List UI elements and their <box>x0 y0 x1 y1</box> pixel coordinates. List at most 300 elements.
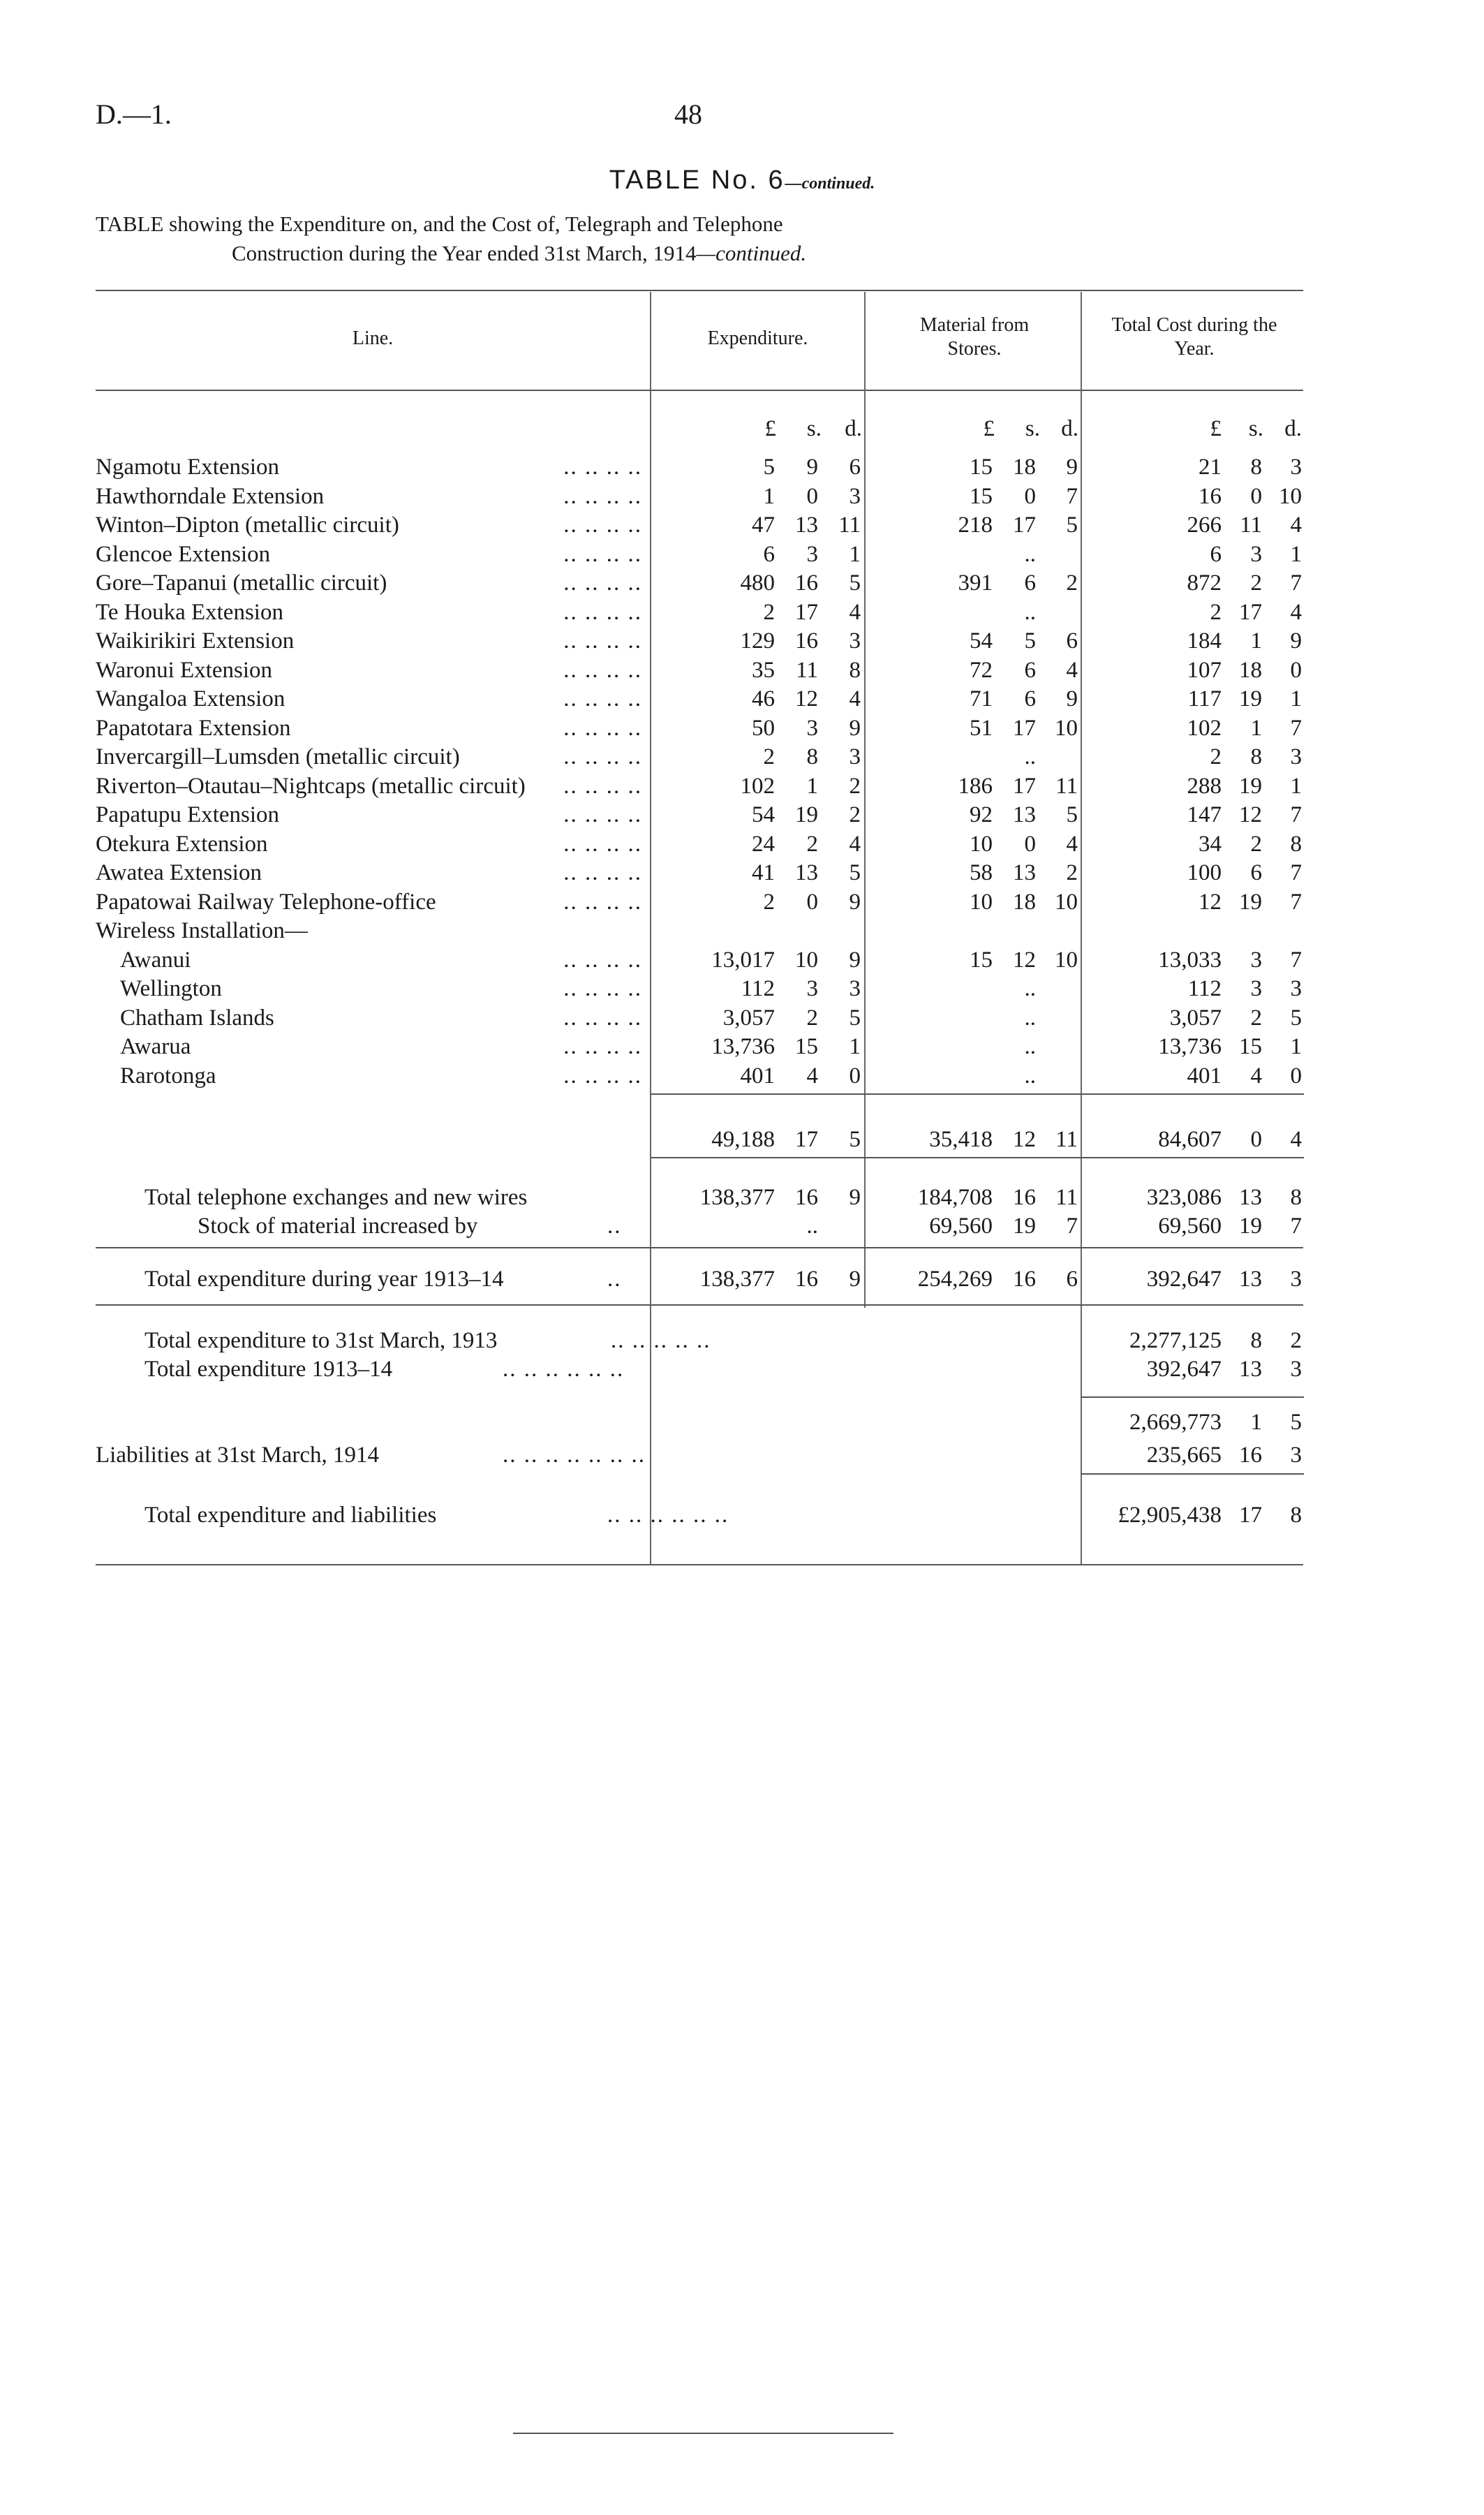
line-name: Wireless Installation— <box>96 918 308 943</box>
mat-pounds: 10 <box>970 889 993 915</box>
line-name: Papatowai Railway Telephone-office <box>96 889 436 915</box>
mat-shillings: 6 <box>1024 686 1036 711</box>
summary-rule <box>651 1157 1304 1158</box>
year-total-bottom-rule <box>96 1304 1303 1306</box>
line-name: Ngamotu Extension <box>96 455 280 480</box>
tot-pence: 0 <box>1290 1063 1302 1089</box>
mat-shillings: 0 <box>1024 483 1036 509</box>
exp-pence: 9 <box>849 889 861 915</box>
exp-pounds: 480 <box>740 570 775 596</box>
exp-pence: 2 <box>849 773 861 799</box>
mat-pence: 6 <box>1066 1267 1078 1292</box>
exp-shillings: 16 <box>795 1267 818 1292</box>
exp-pounds: 112 <box>741 976 775 1001</box>
tot-pounds: 6 <box>1210 541 1222 567</box>
tot-shillings: 3 <box>1250 976 1262 1001</box>
mat-shillings: 6 <box>1024 570 1036 596</box>
mat-pounds: 15 <box>970 455 993 480</box>
line-name: Awanui <box>120 947 191 973</box>
mat-pounds: 58 <box>970 860 993 885</box>
mat-pence: 7 <box>1066 1214 1078 1239</box>
tot-shillings: 2 <box>1250 831 1262 857</box>
dot-leader: .. .. .. .. <box>563 773 642 799</box>
exp-pence: 3 <box>849 483 861 509</box>
dot-leader: .. .. .. .. <box>563 715 642 741</box>
exp-pence: 5 <box>849 1005 861 1031</box>
mat-shillings: 17 <box>1013 715 1036 741</box>
tot-pence: 4 <box>1290 512 1302 538</box>
mat-shillings: 13 <box>1013 802 1036 827</box>
exp-pounds: 50 <box>752 715 775 741</box>
unit-pound: £ <box>1210 416 1222 441</box>
line-name: Gore–Tapanui (metallic circuit) <box>96 570 387 596</box>
tot-pounds: 235,665 <box>1146 1443 1222 1468</box>
exp-pounds: 47 <box>752 512 775 538</box>
line-name: Rarotonga <box>120 1063 216 1089</box>
exp-shillings: 16 <box>795 628 818 654</box>
exp-pence: 9 <box>849 715 861 741</box>
tot-pence: 3 <box>1290 1267 1302 1292</box>
tot-pounds: 2,277,125 <box>1129 1328 1222 1353</box>
tot-pounds: 184 <box>1187 628 1222 654</box>
dot-leader: .. .. .. .. <box>563 512 642 538</box>
mat-shillings: 16 <box>1013 1185 1036 1210</box>
exp-pence: 3 <box>849 744 861 769</box>
exp-pence: 1 <box>849 541 861 567</box>
exp-shillings: 15 <box>795 1034 818 1059</box>
tot-pence: 7 <box>1290 947 1302 973</box>
table-header-rule <box>96 390 1303 391</box>
tot-pounds: 34 <box>1199 831 1222 857</box>
mat-shillings: 17 <box>1013 512 1036 538</box>
line-name: Wellington <box>120 976 222 1001</box>
exp-shillings: 3 <box>806 541 818 567</box>
column-header-expenditure: Expenditure. <box>707 327 808 349</box>
line-name: Glencoe Extension <box>96 541 271 567</box>
mat-pounds: 184,708 <box>917 1185 993 1210</box>
exp-shillings: 11 <box>796 657 818 683</box>
exp-pence: 2 <box>849 802 861 827</box>
line-name: Papatotara Extension <box>96 715 291 741</box>
mat-pounds: 35,418 <box>929 1127 993 1152</box>
tot-pounds: 13,033 <box>1158 947 1222 973</box>
dot-leader: .. .. .. .. .. .. <box>503 1357 625 1382</box>
line-name: Otekura Extension <box>96 831 268 857</box>
mat-pence: 4 <box>1066 657 1078 683</box>
mat-pounds: .. <box>1024 541 1036 567</box>
exp-pounds: 129 <box>740 628 775 654</box>
mat-shillings: 5 <box>1024 628 1036 654</box>
dot-leader: .. .. .. .. <box>563 860 642 885</box>
table-title-main: TABLE No. 6 <box>609 165 785 195</box>
tot-pounds: 3,057 <box>1169 1005 1222 1031</box>
exp-pounds: 1 <box>763 483 775 509</box>
tot-shillings: 16 <box>1239 1443 1262 1468</box>
exp-pounds: 41 <box>752 860 775 885</box>
exp-pounds: 5 <box>763 455 775 480</box>
tot-pence: 3 <box>1290 455 1302 480</box>
tot-pounds: 266 <box>1187 512 1222 538</box>
unit-shilling: s. <box>1248 416 1263 441</box>
tot-pounds: 112 <box>1187 976 1222 1001</box>
column-header-material: Material from Stores. <box>919 314 1030 360</box>
mat-pence: 6 <box>1066 628 1078 654</box>
unit-shilling: s. <box>1025 416 1040 441</box>
tot-pounds: 117 <box>1187 686 1222 711</box>
grand-total-rule <box>1081 1473 1304 1475</box>
tot-pounds: 2,669,773 <box>1129 1410 1222 1435</box>
tot-shillings: 17 <box>1239 599 1262 625</box>
tot-pence: 5 <box>1290 1410 1302 1435</box>
mat-shillings: 17 <box>1013 773 1036 799</box>
dot-leader: .. .. .. .. <box>563 599 642 625</box>
page-reference: D.—1. <box>96 98 172 130</box>
exp-pounds: 24 <box>752 831 775 857</box>
tot-shillings: 13 <box>1239 1185 1262 1210</box>
line-name: Te Houka Extension <box>96 599 283 625</box>
mat-pence: 7 <box>1066 483 1078 509</box>
mat-pence: 11 <box>1055 773 1078 799</box>
tot-pounds: 288 <box>1187 773 1222 799</box>
summary-label: Stock of material increased by <box>198 1214 478 1239</box>
exp-shillings: 12 <box>795 686 818 711</box>
tot-shillings: 8 <box>1250 744 1262 769</box>
line-name: Awarua <box>120 1034 191 1059</box>
exp-pounds: 2 <box>763 744 775 769</box>
year-total-label: Total expenditure during year 1913–14 <box>144 1267 504 1292</box>
tot-pence: 3 <box>1290 1443 1302 1468</box>
mat-pence: 9 <box>1066 455 1078 480</box>
tot-pence: 1 <box>1290 773 1302 799</box>
exp-shillings: 0 <box>806 889 818 915</box>
table-top-rule <box>96 290 1303 291</box>
caption-line-2-text: Construction during the Year ended 31st March, 1914 <box>232 241 697 265</box>
line-name: Hawthorndale Extension <box>96 483 325 509</box>
exp-shillings: 13 <box>795 512 818 538</box>
tot-shillings: 1 <box>1250 628 1262 654</box>
tot-pence: 3 <box>1290 976 1302 1001</box>
tot-shillings: 12 <box>1239 802 1262 827</box>
tot-pence: 7 <box>1290 860 1302 885</box>
tot-pence: 3 <box>1290 744 1302 769</box>
tot-pence: 7 <box>1290 802 1302 827</box>
tot-shillings: 4 <box>1250 1063 1262 1089</box>
tot-shillings: 18 <box>1239 657 1262 683</box>
tot-pence: 3 <box>1290 1357 1302 1382</box>
mat-shillings: 0 <box>1024 831 1036 857</box>
mat-pence: 2 <box>1066 570 1078 596</box>
mat-pounds: 92 <box>970 802 993 827</box>
tot-pounds: 69,560 <box>1158 1214 1222 1239</box>
dot-leader: .. .. .. .. <box>563 628 642 654</box>
exp-pounds: 2 <box>763 599 775 625</box>
tot-pence: 8 <box>1290 1503 1302 1528</box>
table-bottom-rule <box>96 1564 1303 1565</box>
tot-shillings: 1 <box>1250 715 1262 741</box>
exp-pence: 9 <box>849 1185 861 1210</box>
mat-pounds: 218 <box>958 512 993 538</box>
mat-pence: 10 <box>1055 947 1078 973</box>
tot-shillings: 17 <box>1239 1503 1262 1528</box>
mat-pounds: 71 <box>970 686 993 711</box>
tot-shillings: 2 <box>1250 1005 1262 1031</box>
tot-pounds: 102 <box>1187 715 1222 741</box>
exp-pence: 1 <box>849 1034 861 1059</box>
dot-leader: .. .. .. .. <box>563 541 642 567</box>
dot-leader: .. .. .. .. <box>563 976 642 1001</box>
dot-leader: .. .. .. .. <box>563 831 642 857</box>
tot-pounds: 16 <box>1199 483 1222 509</box>
mat-pence: 5 <box>1066 802 1078 827</box>
table-title-continued: —continued. <box>785 175 875 193</box>
tot-pounds: 84,607 <box>1158 1127 1222 1152</box>
tot-pounds: 147 <box>1187 802 1222 827</box>
exp-pence: 5 <box>849 1127 861 1152</box>
cumulative-label: Total expenditure 1913–14 <box>144 1357 393 1382</box>
tot-shillings: 19 <box>1239 686 1262 711</box>
exp-pounds: 46 <box>752 686 775 711</box>
mat-shillings: 16 <box>1013 1267 1036 1292</box>
caption-line-2 <box>96 239 1373 268</box>
tot-shillings: 1 <box>1250 1410 1262 1435</box>
tot-pence: 8 <box>1290 1185 1302 1210</box>
tot-pence: 10 <box>1279 483 1302 509</box>
exp-pounds: 102 <box>740 773 775 799</box>
tot-pounds: £2,905,438 <box>1118 1503 1222 1528</box>
mat-pounds: 51 <box>970 715 993 741</box>
tot-pence: 4 <box>1290 1127 1302 1152</box>
exp-pence: 4 <box>849 831 861 857</box>
dot-leader: .. .. .. .. <box>563 686 642 711</box>
unit-pence: d. <box>845 416 862 441</box>
tot-shillings: 2 <box>1250 570 1262 596</box>
mat-shillings: 18 <box>1013 455 1036 480</box>
line-name: Invercargill–Lumsden (metallic circuit) <box>96 744 460 769</box>
dot-leader: .. .. .. .. .. .. .. <box>503 1443 646 1468</box>
mat-pounds: 15 <box>970 947 993 973</box>
tot-shillings: 0 <box>1250 1127 1262 1152</box>
line-name: Chatham Islands <box>120 1005 274 1031</box>
line-name: Awatea Extension <box>96 860 262 885</box>
tot-pounds: 100 <box>1187 860 1222 885</box>
dot-leader: .. .. .. .. <box>563 657 642 683</box>
line-name: Papatupu Extension <box>96 802 280 827</box>
mat-shillings: 6 <box>1024 657 1036 683</box>
exp-pence: 3 <box>849 628 861 654</box>
exp-shillings: 3 <box>806 715 818 741</box>
tot-pence: 7 <box>1290 715 1302 741</box>
mat-shillings: 13 <box>1013 860 1036 885</box>
dot-leader: .. .. .. .. <box>563 483 642 509</box>
summary-label: Total telephone exchanges and new wires <box>144 1185 528 1210</box>
exp-pounds: 2 <box>763 889 775 915</box>
tot-pence: 9 <box>1290 628 1302 654</box>
line-name: Riverton–Otautau–Nightcaps (metallic circuit) <box>96 773 526 799</box>
tot-pounds: 392,647 <box>1146 1357 1222 1382</box>
mat-pence: 11 <box>1055 1127 1078 1152</box>
mat-shillings: 18 <box>1013 889 1036 915</box>
mat-pounds: .. <box>1024 1034 1036 1059</box>
tot-shillings: 13 <box>1239 1267 1262 1292</box>
dot-leader: .. .. .. .. <box>563 1005 642 1031</box>
column-header-total: Total Cost during the Year. <box>1111 314 1277 360</box>
cumulative-rule <box>1081 1396 1304 1398</box>
tot-pounds: 13,736 <box>1158 1034 1222 1059</box>
mat-pounds: 10 <box>970 831 993 857</box>
dot-leader: .. .. .. .. <box>563 570 642 596</box>
tot-shillings: 13 <box>1239 1357 1262 1382</box>
tot-pounds: 872 <box>1187 570 1222 596</box>
tot-pounds: 2 <box>1210 599 1222 625</box>
exp-shillings: 8 <box>806 744 818 769</box>
mat-pence: 10 <box>1055 715 1078 741</box>
mat-pounds: 72 <box>970 657 993 683</box>
dot-leader: .. .. .. .. <box>563 802 642 827</box>
column-header-line: Line. <box>352 327 394 349</box>
tot-pounds: 12 <box>1199 889 1222 915</box>
exp-pounds: 401 <box>740 1063 775 1089</box>
mat-shillings: 19 <box>1013 1214 1036 1239</box>
exp-pence: 4 <box>849 686 861 711</box>
exp-shillings: 4 <box>806 1063 818 1089</box>
exp-pence: 6 <box>849 455 861 480</box>
mat-pence: 5 <box>1066 512 1078 538</box>
liabilities-label: Liabilities at 31st March, 1914 <box>96 1443 380 1468</box>
exp-shillings: 10 <box>795 947 818 973</box>
mat-pounds: 54 <box>970 628 993 654</box>
dot-leader: .. .. .. .. <box>563 1034 642 1059</box>
exp-pence: 9 <box>849 1267 861 1292</box>
tot-pounds: 107 <box>1187 657 1222 683</box>
unit-shilling: s. <box>806 416 822 441</box>
mat-shillings: 12 <box>1013 1127 1036 1152</box>
unit-pound: £ <box>764 416 776 441</box>
tot-shillings: 8 <box>1250 1328 1262 1353</box>
line-name: Wangaloa Extension <box>96 686 285 711</box>
mat-pounds: .. <box>1024 1063 1036 1089</box>
tot-shillings: 19 <box>1239 773 1262 799</box>
page-number: 48 <box>674 98 702 130</box>
tot-pence: 7 <box>1290 889 1302 915</box>
exp-pence: 4 <box>849 599 861 625</box>
mat-pence: 4 <box>1066 831 1078 857</box>
tot-shillings: 3 <box>1250 947 1262 973</box>
exp-pence: 5 <box>849 570 861 596</box>
line-name: Waikirikiri Extension <box>96 628 295 654</box>
exp-pounds: 13,017 <box>711 947 775 973</box>
exp-shillings: 3 <box>806 976 818 1001</box>
dot-leader: .. .. .. .. <box>563 744 642 769</box>
unit-pound: £ <box>983 416 995 441</box>
dot-leader: .. .. .. .. .. .. <box>607 1503 729 1528</box>
exp-shillings: 17 <box>795 1127 818 1152</box>
mat-pence: 11 <box>1055 1185 1078 1210</box>
mat-shillings: 12 <box>1013 947 1036 973</box>
dot-leader: .. .. .. .. .. <box>611 1328 711 1353</box>
tot-shillings: 19 <box>1239 1214 1262 1239</box>
tot-pence: 1 <box>1290 541 1302 567</box>
dot-leader: .. .. .. .. <box>563 1063 642 1089</box>
tot-pounds: 2 <box>1210 744 1222 769</box>
exp-pounds: 54 <box>752 802 775 827</box>
exp-pence: 5 <box>849 860 861 885</box>
tot-pence: 0 <box>1290 657 1302 683</box>
mat-pence: 9 <box>1066 686 1078 711</box>
mat-pounds: 391 <box>958 570 993 596</box>
tot-pence: 1 <box>1290 686 1302 711</box>
exp-pence: 9 <box>849 947 861 973</box>
mat-pounds: 15 <box>970 483 993 509</box>
exp-shillings: 13 <box>795 860 818 885</box>
tot-shillings: 19 <box>1239 889 1262 915</box>
dot-leader: .. <box>607 1214 622 1239</box>
mat-pounds: 254,269 <box>917 1267 993 1292</box>
tot-pence: 1 <box>1290 1034 1302 1059</box>
tot-pounds: 401 <box>1187 1063 1222 1089</box>
mat-pounds: .. <box>1024 744 1036 769</box>
dot-leader: .. .. .. .. <box>563 889 642 915</box>
exp-shillings: 2 <box>806 1005 818 1031</box>
dot-leader: .. .. .. .. <box>563 455 642 480</box>
grand-total-label: Total expenditure and liabilities <box>144 1503 437 1528</box>
exp-pounds: 35 <box>752 657 775 683</box>
exp-pounds: 3,057 <box>722 1005 775 1031</box>
exp-shillings: 19 <box>795 802 818 827</box>
caption-continued: —continued. <box>696 241 807 265</box>
tot-shillings: 15 <box>1239 1034 1262 1059</box>
tot-pence: 7 <box>1290 1214 1302 1239</box>
exp-pence: 11 <box>838 512 861 538</box>
mat-pence: 10 <box>1055 889 1078 915</box>
exp-pounds: 49,188 <box>711 1127 775 1152</box>
exp-pounds: 13,736 <box>711 1034 775 1059</box>
exp-shillings: 9 <box>806 455 818 480</box>
exp-pounds: 138,377 <box>699 1185 775 1210</box>
tot-shillings: 3 <box>1250 541 1262 567</box>
mat-pounds: 186 <box>958 773 993 799</box>
exp-pounds: 138,377 <box>699 1267 775 1292</box>
exp-shillings: 16 <box>795 570 818 596</box>
mat-pence: 2 <box>1066 860 1078 885</box>
exp-pounds: 6 <box>763 541 775 567</box>
year-total-rule <box>96 1247 1303 1248</box>
mat-pounds: .. <box>1024 1005 1036 1031</box>
tot-pounds: 392,647 <box>1146 1267 1222 1292</box>
exp-shillings: 0 <box>806 483 818 509</box>
subtotal-rule <box>651 1093 1304 1095</box>
exp-pounds: .. <box>806 1214 818 1239</box>
exp-shillings: 16 <box>795 1185 818 1210</box>
table-title <box>0 165 1484 196</box>
footer-rule <box>513 2433 893 2434</box>
tot-shillings: 0 <box>1250 483 1262 509</box>
mat-pounds: .. <box>1024 599 1036 625</box>
tot-pence: 8 <box>1290 831 1302 857</box>
tot-pounds: 323,086 <box>1146 1185 1222 1210</box>
caption-line-1: TABLE showing the Expenditure on, and the Cost of, Telegraph and Telephone <box>96 212 783 236</box>
tot-shillings: 6 <box>1250 860 1262 885</box>
unit-pence: d. <box>1284 416 1302 441</box>
exp-pence: 3 <box>849 976 861 1001</box>
exp-shillings: 2 <box>806 831 818 857</box>
unit-pence: d. <box>1061 416 1078 441</box>
exp-shillings: 17 <box>795 599 818 625</box>
line-name: Winton–Dipton (metallic circuit) <box>96 512 399 538</box>
exp-pence: 8 <box>849 657 861 683</box>
tot-pounds: 21 <box>1199 455 1222 480</box>
tot-shillings: 11 <box>1240 512 1262 538</box>
mat-pounds: 69,560 <box>929 1214 993 1239</box>
